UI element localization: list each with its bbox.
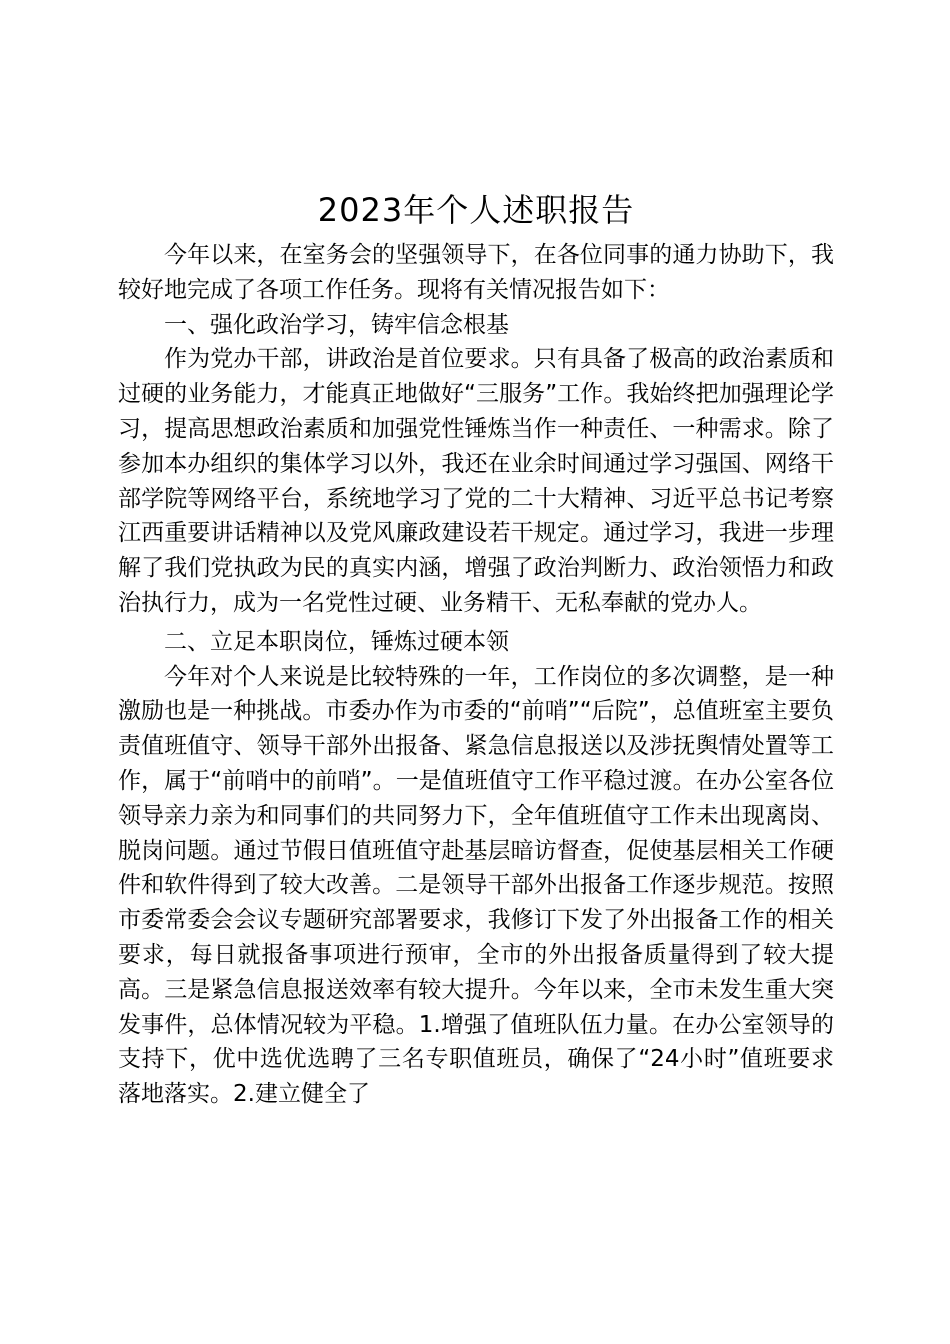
- document-page: [118, 188, 834, 1112]
- section-body-2: 今年对个人来说是比较特殊的一年，工作岗位的多次调整，是一种激励也是一种挑战。市委办作为市委的“前哨”“后院”，总值班室主要负责值班值守、领导干部外出报备、紧急信息报送以及涉抚舆情处置等工作，属于“前哨中的前哨”。一是值班值守工作平稳过渡。在办公室各位领导亲力亲为和同事们的共同努力下，全年值班值守工作未出现离岗、脱岗问题。通过节假日值班值守赴基层暗访督查，促使基层相关工作硬件和软件得到了较大改善。二是领导干部外出报备工作逐步规范。按照市委常委会会议专题研究部署要求，我修订下发了外出报备工作的相关要求，每日就报备事项进行预审，全市的外出报备质量得到了较大提高。三是紧急信息报送效率有较大提升。今年以来，全市未发生重大突发事件，总体情况较为平稳。1.增强了值班队伍力量。在办公室领导的支持下，优中选优选聘了三名专职值班员，确保了“24小时”值班要求落地落实。2.建立健全了: [118, 663, 834, 1108]
- document-title: 2023年个人述职报告: [317, 191, 635, 229]
- intro-paragraph: 今年以来，在室务会的坚强领导下，在各位同事的通力协助下，我较好地完成了各项工作任务。现将有关情况报告如下：: [118, 242, 834, 303]
- section-heading-1: 一、强化政治学习，铸牢信念根基: [164, 311, 509, 338]
- section-heading-2: 二、立足本职岗位，锤炼过硬本领: [164, 628, 509, 655]
- section-body-1: 作为党办干部，讲政治是首位要求。只有具备了极高的政治素质和过硬的业务能力，才能真正地做好“三服务”工作。我始终把加强理论学习，提高思想政治素质和加强党性锤炼当作一种责任、一种需求。除了参加本办组织的集体学习以外，我还在业余时间通过学习强国、网络干部学院等网络平台，系统地学习了党的二十大精神、习近平总书记考察江西重要讲话精神以及党风廉政建设若干规定。通过学习，我进一步理解了我们党执政为民的真实内涵，增强了政治判断力、政治领悟力和政治执行力，成为一名党性过硬、业务精干、无私奉献的党办人。: [118, 346, 834, 616]
